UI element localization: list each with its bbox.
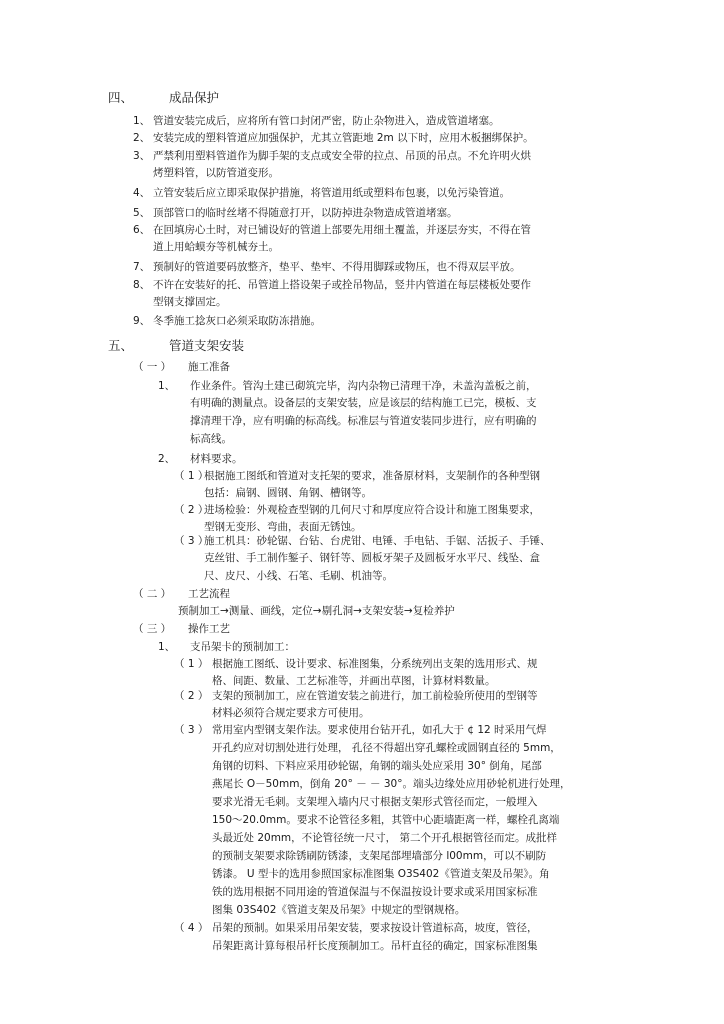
item-text: 铁的选用根据不同用途的管道保温与不保温按设计要求或采用国家标准 [212, 886, 538, 898]
s4-item-text: 烤塑料管，以防管道变形。 [153, 167, 279, 179]
process-flow: 预制加工→测量、画线，定位→剔孔洞→支架安装→复检养护 [178, 605, 455, 617]
section5-title: 管道支架安装 [169, 338, 245, 353]
item-text: 材料必须符合规定要求方可使用。 [212, 707, 370, 719]
s4-item-num: 8、 [133, 279, 151, 291]
s4-item-text: 预制好的管道要码放整齐，垫平、垫牢、不得用脚踩或物压，也不得双层平放。 [153, 261, 521, 273]
item-text: 吊架距离计算每根吊杆长度预制加工。吊杆直径的确定，国家标准图集 [212, 940, 538, 952]
item-num: （ 1 ） [174, 470, 209, 482]
para-num: 2、 [158, 453, 176, 465]
item-text: 要求光滑无毛刺。支架埋入墙内尺寸根据支架形式管径而定，一般埋入 [212, 796, 538, 808]
item-num: （ 3 ） [174, 724, 209, 736]
item-text: 150～20.0mm。要求不论管径多粗，其管中心距墙距离一样，螺栓孔离端 [212, 814, 560, 826]
section4-number: 四、 [108, 90, 134, 105]
para-title: 支吊架卡的预制加工： [190, 641, 295, 653]
s4-item-text: 严禁利用塑料管道作为脚手架的支点或安全带的拉点、吊顶的吊点。不允许明火烘 [153, 150, 531, 162]
s4-item-num: 2、 [133, 132, 151, 144]
item-num: （ 1 ） [174, 658, 209, 670]
para-text: 撑清理干净，应有明确的标高线。标准层与管道安装同步进行，应有明确的 [190, 415, 537, 427]
item-text: 开孔约应对切割处进行处理， 孔径不得超出穿孔螺栓或圆钢直径的 5mm， [212, 742, 561, 754]
s4-item-num: 4、 [133, 187, 151, 199]
item-text: 支架的预制加工，应在管道安装之前进行，加工前检验所使用的型钢等 [212, 690, 538, 702]
s4-item-num: 3、 [133, 150, 151, 162]
s4-item-num: 9、 [133, 315, 151, 327]
para-num: 1、 [158, 380, 176, 392]
para-text: 有明确的测量点。设备层的支架安装，应是该层的结构施工已完，模板、支 [190, 397, 537, 409]
s4-item-text: 在回填房心土时，对已铺设好的管道上部要先用细土覆盖，并逐层夯实，不得在管 [153, 224, 531, 236]
section4-title: 成品保护 [169, 90, 220, 105]
item-num: （ 4 ） [174, 922, 209, 934]
subsection-title: 操作工艺 [188, 623, 230, 635]
s4-item-num: 5、 [133, 207, 151, 219]
s4-item-num: 6、 [133, 224, 151, 236]
para-title: 材料要求。 [190, 453, 243, 465]
s4-item-num: 1、 [133, 115, 151, 127]
subsection-title: 工艺流程 [188, 588, 230, 600]
s4-item-text: 安装完成的塑料管道应加强保护，尤其立管距地 2m 以下时，应用木板捆绑保护。 [153, 132, 534, 144]
item-text: 角钢的切料、下料应采用砂轮锯，角钢的端头处应采用 30° 倒角，尾部 [212, 760, 542, 772]
item-num: （ 2 ） [174, 690, 209, 702]
item-text: 的预制支架要求除锈刷防锈漆，支架尾部埋墙部分 l00mm，可以不刷防 [212, 850, 547, 862]
s4-item-num: 7、 [133, 261, 151, 273]
item-text: 吊架的预制。如果采用吊架安装，要求按设计管道标高，坡度，管径， [212, 922, 538, 934]
subsection-number: （ 二 ） [133, 588, 172, 600]
section5-number: 五、 [108, 338, 134, 353]
item-text: 格、间距、数量、工艺标准等，并画出草图，计算材料数量。 [212, 675, 496, 687]
para-num: 1、 [158, 641, 176, 653]
item-text: 常用室内型钢支架作法。要求使用台钻开孔，如孔大于 ¢ 12 时采用气焊 [212, 724, 547, 736]
item-text: 型钢无变形、弯曲，表面无锈蚀。 [204, 521, 362, 533]
s4-item-text: 不许在安装好的托、吊管道上搭设架子或拴吊物品，竖井内管道在每层楼板处要作 [153, 279, 531, 291]
subsection-number: （ 三 ） [133, 623, 172, 635]
item-text: 锈漆。 U 型卡的选用参照国家标准图集 O3S402《管道支架及吊架》。角 [212, 868, 550, 880]
item-text: 燕尾长 O－50mm，倒角 20° － － 30°。端头边缘处应用砂轮机进行处理， [212, 778, 571, 790]
item-text: 克丝钳、手工制作錾子、钢钎等、圆板牙架子及圆板牙水平尺、线坠、盒 [204, 552, 540, 564]
item-text: 图集 03S402《管道支架及吊架》中规定的型钢规格。 [212, 904, 466, 916]
subsection-number: （ 一 ） [133, 361, 172, 373]
s4-item-text: 顶部管口的临时丝堵不得随意打开，以防掉进杂物造成管道堵塞。 [153, 207, 458, 219]
s4-item-text: 道上用蛤蟆夯等机械夯土。 [153, 241, 279, 253]
item-num: （ 2 ） [174, 504, 209, 516]
item-text: 根据施工图纸和管道对支托架的要求，准备原材料，支架制作的各种型钢 [204, 470, 540, 482]
item-text: 施工机具：砂轮锯、台钻、台虎钳、电锤、手电钻、手锯、活扳子、手锤、 [204, 535, 551, 547]
s4-item-text: 冬季施工捻灰口必须采取防冻措施。 [153, 315, 321, 327]
subsection-title: 施工准备 [188, 361, 230, 373]
item-text: 包括：扁钢、圆钢、角钢、槽钢等。 [204, 487, 372, 499]
item-text: 头最近处 20mm，不论管径统一尺寸， 第二个开孔根据管径而定。成批样 [212, 832, 557, 844]
item-num: （ 3 ） [174, 535, 209, 547]
s4-item-text: 管道安装完成后，应将所有管口封闭严密，防止杂物进入，造成管道堵塞。 [153, 115, 500, 127]
para-text: 标高线。 [190, 433, 232, 445]
s4-item-text: 型钢支撑固定。 [153, 296, 227, 308]
para-text: 作业条件。管沟土建已砌筑完毕，沟内杂物已清理干净，未盖沟盖板之前， [190, 380, 537, 392]
item-text: 进场检验：外观检查型钢的几何尺寸和厚度应符合设计和施工图集要求， [204, 504, 540, 516]
item-text: 根据施工图纸、设计要求、标准图集，分系统列出支架的选用形式、规 [212, 658, 538, 670]
item-text: 尺、皮尺、小线、石笔、毛刷、机油等。 [204, 570, 393, 582]
s4-item-text: 立管安装后应立即采取保护措施，将管道用纸或塑料布包裹，以免污染管道。 [153, 187, 510, 199]
